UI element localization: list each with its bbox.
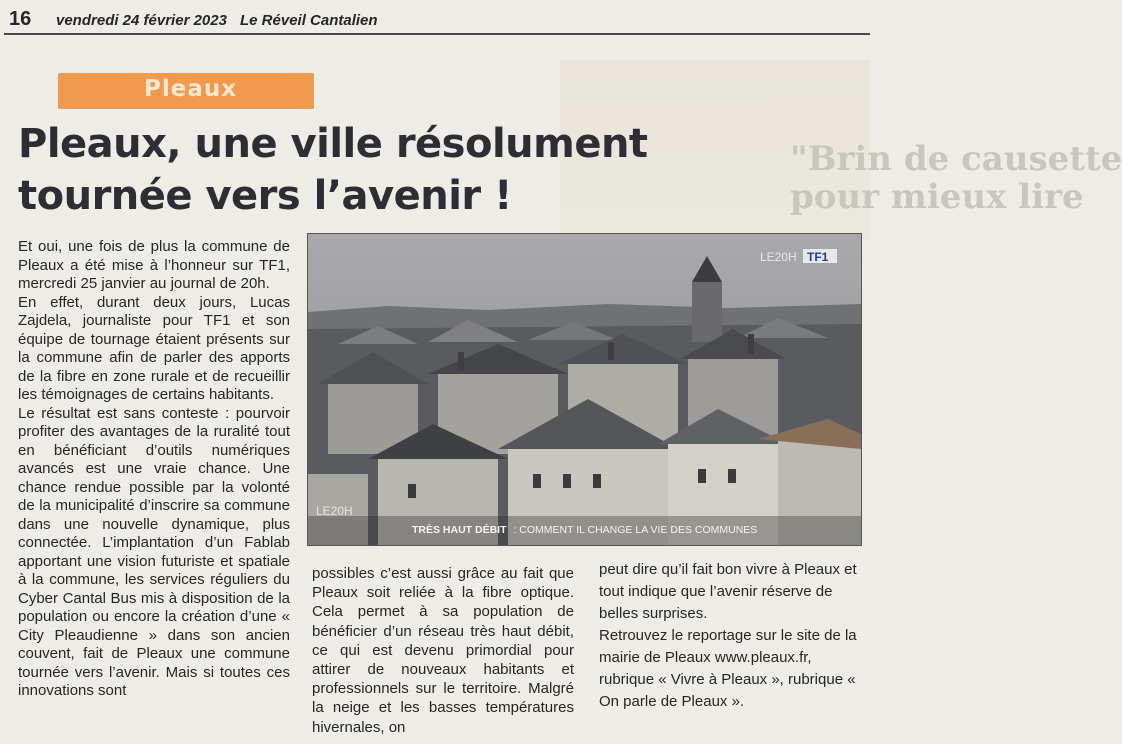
title-line-2: tournée vers l’avenir ! [18, 173, 512, 219]
paragraph: peut dire qu’il fait bon vivre à Pleaux et tout indique que l’avenir réserve de belles surprises. [599, 561, 857, 622]
bleed-line-2: pour mieux lire [790, 177, 1084, 217]
article-title [18, 118, 698, 222]
tv-logo-prefix: LE20H [760, 250, 797, 264]
article-column-2: possibles c’est aussi grâce au fait que Pleaux soit reliée à la fibre optique. Cela permet à sa population de bénéficier d’un réseau très haut débit, ce qui est devenu primordial pour attirer de nouveaux habitants et professionnels sur le territoire. Malgré la neige et les basses températures hivernales, on [312, 565, 574, 736]
article-photo [307, 233, 862, 546]
paragraph: En effet, durant deux jours, Lucas Zajdela, journaliste pour TF1 et son équipe de tournage étaient présents sur la commune afin de parler des apports de la fibre en zone rurale et de recueillir les témoignages de certains habitants. [18, 293, 290, 403]
rubric-label: Pleaux [144, 76, 238, 102]
article-column-3 [599, 559, 861, 713]
paragraph: Retrouvez le reportage sur le site de la mairie de Pleaux www.pleaux.fr, rubrique « Vivre à Pleaux », rubrique « On parle de Pleaux ». [599, 627, 857, 710]
paragraph: Le résultat est sans conteste : pourvoir profiter des avantages de la ruralité tout en bénéficiant d’outils numériques avancés est une vraie chance. Une chance rendue possible par la volonté de la municipalité d’inscrire sa commune dans une nouvelle dynamique, plus connectée. L’implantation d’un Fablab apportant une vision futuriste et spatiale à la commune, les services réguliers du Cyber Cantal Bus mis à disposition de la population ou encore la création d’une « City Pleaudienne » dans son ancien couvent, fait de Pleaux une commune tournée vers l’avenir. Mais si toutes ces innovations sont [18, 404, 290, 699]
tv-watermark: LE20H [316, 504, 353, 518]
tv-logo-brand: TF1 [807, 250, 829, 264]
rubric-banner [58, 73, 314, 109]
caption-rest: : COMMENT IL CHANGE LA VIE DES COMMUNES [513, 524, 758, 536]
caption-bold: TRÈS HAUT DÉBIT [412, 524, 507, 536]
title-line-1: Pleaux, une ville résolument [18, 121, 648, 167]
page-header [0, 0, 870, 36]
issue-date: vendredi 24 février 2023 [56, 12, 227, 29]
page-number: 16 [9, 8, 32, 30]
photo-rooftops-icon [308, 234, 861, 545]
bleed-line-1: "Brin de causette [790, 139, 1122, 179]
paragraph: Et oui, une fois de plus la commune de Pleaux a été mise à l’honneur sur TF1, mercredi 25 janvier au journal de 20h. [18, 238, 290, 292]
header-rule [4, 33, 870, 35]
photo-caption [412, 523, 757, 536]
newspaper-name: Le Réveil Cantalien [240, 12, 378, 29]
article-column-1 [18, 238, 290, 701]
